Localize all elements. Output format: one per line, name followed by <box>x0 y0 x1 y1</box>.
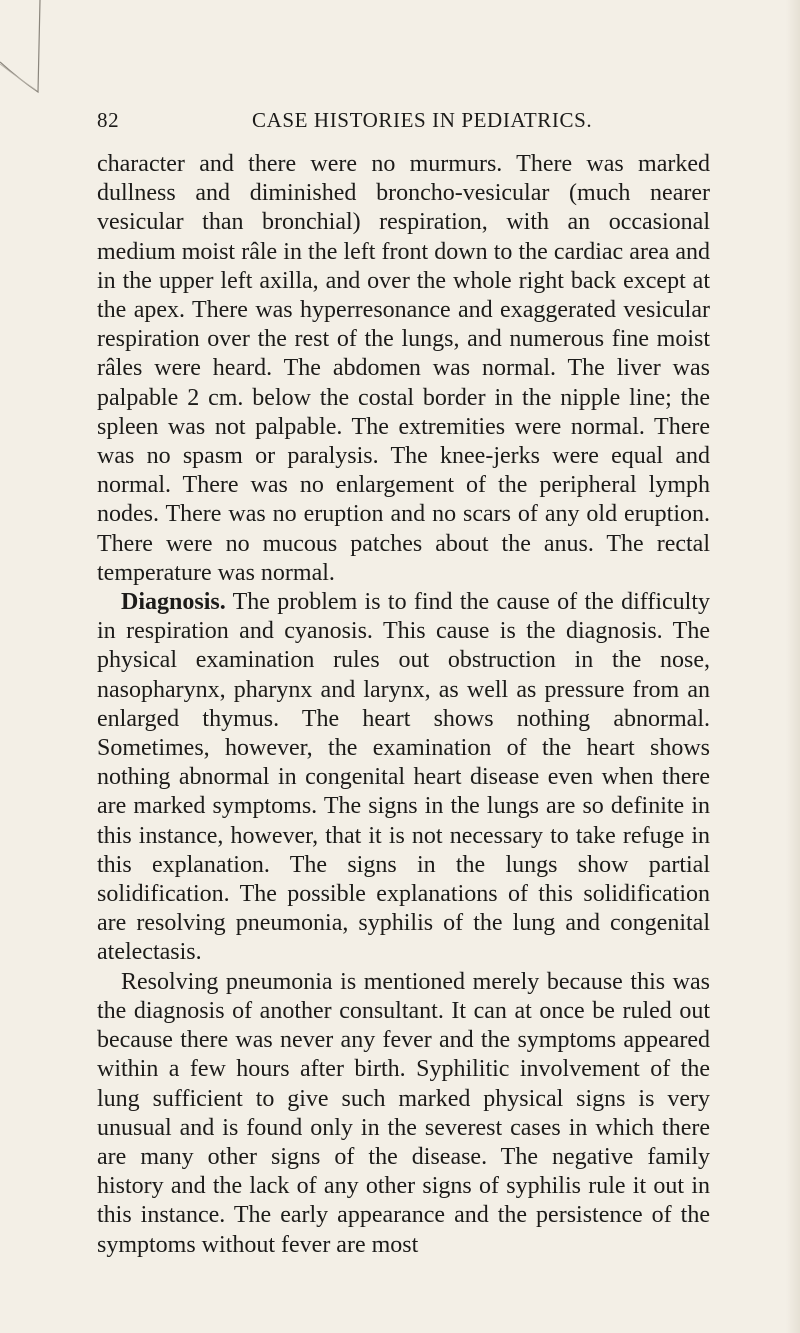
diagnosis-heading: Diagnosis. <box>121 589 226 616</box>
body-text <box>97 150 710 1260</box>
paragraph-diagnosis <box>97 588 710 968</box>
diagnosis-text: The problem is to find the cause of the difficulty in respiration and cyanosis. This cause is the diagnosis. The physical examination rules out obstruction in the nose, nasopharynx, pharynx and larynx, as well as pressure from an enlarged thymus. The heart shows nothing abnormal. Sometimes, however, the examination of the heart shows nothing abnormal in congenital heart disease even when there are marked symptoms. The signs in the lungs are so definite in this instance, however, that it is not necessary to take refuge in this explanation. The signs in the lungs show partial solidification. The possible explanations of this solidification are resolving pneumonia, syphilis of the lung and congenital atelectasis. <box>97 589 710 966</box>
page-right-edge <box>786 0 800 1333</box>
paragraph-resolving-pneumonia: Resolving pneumonia is mentioned merely because this was the diagnosis of another consultant. It can at once be ruled out because there was never any fever and the symptoms appeared within a few hours after birth. Syphilitic involvement of the lung sufficient to give such marked physical signs is very unusual and is found only in the severest cases in which there are many other signs of the disease. The negative family history and the lack of any other signs of syphilis rule it out in this instance. The early appearance and the persistence of the symptoms without fever are most <box>97 968 710 1258</box>
page-edge-curl <box>0 0 60 110</box>
running-title: CASE HISTORIES IN PEDIATRICS. <box>252 108 593 132</box>
page-number: 82 <box>97 108 120 132</box>
running-head <box>97 108 710 138</box>
paragraph-continued: character and there were no murmurs. There was marked dullness and diminished broncho-vesicular (much nearer vesicular than bronchial) respiration, with an occasional medium moist râle in the left front down to the cardiac area and in the upper left axilla, and over the whole right back except at the apex. There was hyperresonance and exaggerated vesicular respiration over the rest of the lungs, and numerous fine moist râles were heard. The abdomen was normal. The liver was palpable 2 cm. below the costal border in the nipple line; the spleen was not palpable. The extremities were normal. There was no spasm or paralysis. The knee-jerks were equal and normal. There was no enlargement of the peripheral lymph nodes. There was no eruption and no scars of any old eruption. There were no mucous patches about the anus. The rectal temperature was normal. <box>97 151 710 586</box>
